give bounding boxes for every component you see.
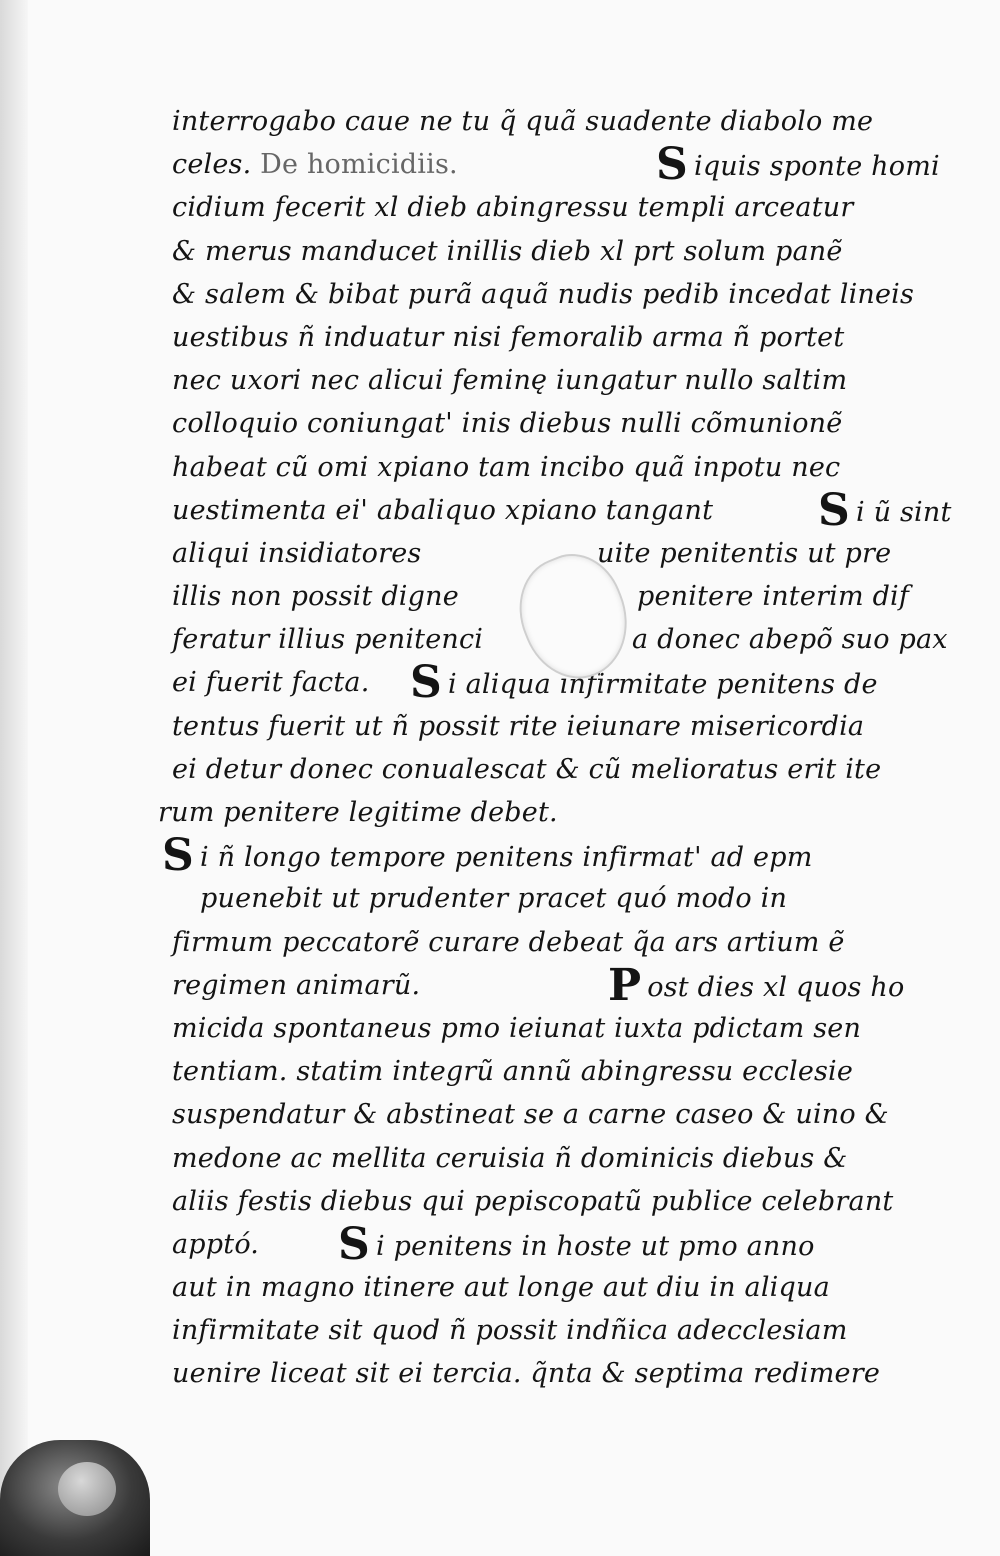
initial-letter: P xyxy=(608,959,642,1011)
text-line: cidium fecerit xl dieb abingressu templi arceatur xyxy=(172,192,854,224)
text-line: & salem & bibat purã aquã nudis pedib incedat lineis xyxy=(172,278,915,310)
text-line: ei detur donec conualescat & cũ melioratus erit ite xyxy=(172,753,882,785)
text-line: ei fuerit facta. S i aliqua infirmitate penitens de xyxy=(172,657,878,709)
text-line: aliqui insidiatores uite penitentis ut pre xyxy=(172,537,892,569)
text-line: suspendatur & abstineat se a carne caseo & uino & xyxy=(172,1099,889,1131)
text-line: infirmitate sit quod ñ possit indñica adecclesiam xyxy=(172,1315,848,1347)
text-line: rum penitere legitime debet. xyxy=(158,797,558,828)
rubric-heading: De homicidiis. xyxy=(260,149,458,181)
text-line: puenebit ut prudenter pracet quó modo in xyxy=(200,883,788,915)
text-line: firmum peccatorẽ curare debeat q̃a ars artium ẽ xyxy=(172,926,845,958)
thumbnail-shape xyxy=(58,1462,116,1516)
initial-letter: S xyxy=(338,1218,370,1270)
initial-letter: S xyxy=(410,657,442,709)
text-line: feratur illius penitenci a donec abepõ suo pax xyxy=(172,624,948,656)
text-line: tentus fuerit ut ñ possit rite ieiunare misericordia xyxy=(172,710,865,742)
text-line: uestimenta ei' abaliquo xpiano tangant S i ũ sint xyxy=(172,484,952,536)
initial-letter: S xyxy=(818,484,850,536)
text-line: interrogabo caue ne tu q̃ quã suadente diabolo me xyxy=(172,106,874,137)
text-line: regimen animarũ. P ost dies xl quos ho xyxy=(172,959,905,1011)
text-line: S i ñ longo tempore penitens infirmat' ad epm xyxy=(162,830,813,882)
manuscript-text-block xyxy=(158,100,962,1396)
text-line: apptó. S i penitens in hoste ut pmo anno xyxy=(172,1218,815,1270)
text-line: celes. De homicidiis. S iquis sponte homi xyxy=(172,139,940,191)
text-line: micida spontaneus pmo ieiunat iuxta pdictam sen xyxy=(172,1012,862,1044)
text-line: uestibus ñ induatur nisi femoralib arma ñ portet xyxy=(172,321,845,353)
text-line: colloquio coniungat' inis diebus nulli cõmunionẽ xyxy=(172,408,843,440)
page-edge xyxy=(0,0,28,1556)
text-line: illis non possit digne penitere interim dif xyxy=(172,581,910,613)
text-line: aliis festis diebus qui pepiscopatũ publice celebrant xyxy=(172,1185,894,1217)
text-line: & merus manducet inillis dieb xl prt solum panẽ xyxy=(172,235,843,267)
text-line: nec uxori nec alicui feminę iungatur nullo saltim xyxy=(172,365,848,397)
initial-letter: S xyxy=(162,830,194,882)
text-line: habeat cũ omi xpiano tam incibo quã inpotu nec xyxy=(172,451,841,483)
text-line: medone ac mellita ceruisia ñ dominicis diebus & xyxy=(172,1142,848,1174)
text-line: uenire liceat sit ei tercia. q̃nta & septima redimere xyxy=(172,1358,881,1390)
text-line: tentiam. statim integrũ annũ abingressu ecclesie xyxy=(172,1056,854,1088)
text-line: aut in magno itinere aut longe aut diu in aliqua xyxy=(172,1272,830,1304)
initial-letter: S xyxy=(656,139,688,191)
